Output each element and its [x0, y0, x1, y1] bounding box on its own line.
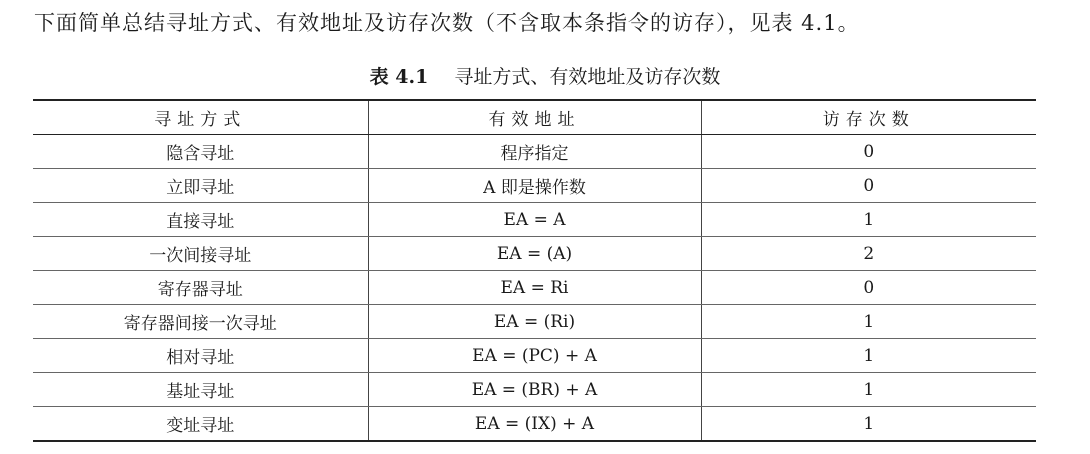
mode-cell: 立即寻址 — [33, 169, 368, 203]
table-row — [33, 135, 1036, 169]
table-row — [33, 203, 1036, 237]
effective-address-cell: EA = (A) — [368, 237, 701, 271]
access-count-cell: 0 — [701, 271, 1036, 305]
mode-cell: 相对寻址 — [33, 339, 368, 373]
effective-address-cell: EA = (PC) + A — [368, 339, 701, 373]
mode-cell: 基址寻址 — [33, 373, 368, 407]
access-count-cell: 0 — [701, 169, 1036, 203]
access-count-cell: 1 — [701, 407, 1036, 442]
header-memory-access-count: 访存次数 — [701, 100, 1036, 135]
access-count-cell: 1 — [701, 373, 1036, 407]
mode-cell: 变址寻址 — [33, 407, 368, 442]
mode-cell: 寄存器寻址 — [33, 271, 368, 305]
table-row — [33, 407, 1036, 442]
table-row — [33, 339, 1036, 373]
mode-cell: 隐含寻址 — [33, 135, 368, 169]
header-addressing-mode: 寻址方式 — [33, 100, 368, 135]
effective-address-cell: EA = Ri — [368, 271, 701, 305]
table-header-row — [33, 100, 1036, 135]
effective-address-cell: EA = (Ri) — [368, 305, 701, 339]
table-row — [33, 237, 1036, 271]
intro-paragraph: 下面简单总结寻址方式、有效地址及访存次数（不含取本条指令的访存），见表 4.1。 — [34, 11, 860, 35]
addressing-modes-table — [33, 99, 1036, 442]
effective-address-cell: 程序指定 — [368, 135, 701, 169]
table-title: 寻址方式、有效地址及访存次数 — [454, 66, 721, 88]
effective-address-cell: A 即是操作数 — [368, 169, 701, 203]
access-count-cell: 1 — [701, 339, 1036, 373]
effective-address-cell: EA = (BR) + A — [368, 373, 701, 407]
table-row — [33, 271, 1036, 305]
table-caption — [0, 62, 1090, 92]
access-count-cell: 1 — [701, 203, 1036, 237]
access-count-cell: 2 — [701, 237, 1036, 271]
header-effective-address: 有效地址 — [368, 100, 701, 135]
mode-cell: 直接寻址 — [33, 203, 368, 237]
table-row — [33, 373, 1036, 407]
table-row — [33, 169, 1036, 203]
mode-cell: 寄存器间接一次寻址 — [33, 305, 368, 339]
table-row — [33, 305, 1036, 339]
mode-cell: 一次间接寻址 — [33, 237, 368, 271]
table-number: 表 4.1 — [369, 66, 429, 88]
effective-address-cell: EA = A — [368, 203, 701, 237]
access-count-cell: 1 — [701, 305, 1036, 339]
effective-address-cell: EA = (IX) + A — [368, 407, 701, 442]
access-count-cell: 0 — [701, 135, 1036, 169]
